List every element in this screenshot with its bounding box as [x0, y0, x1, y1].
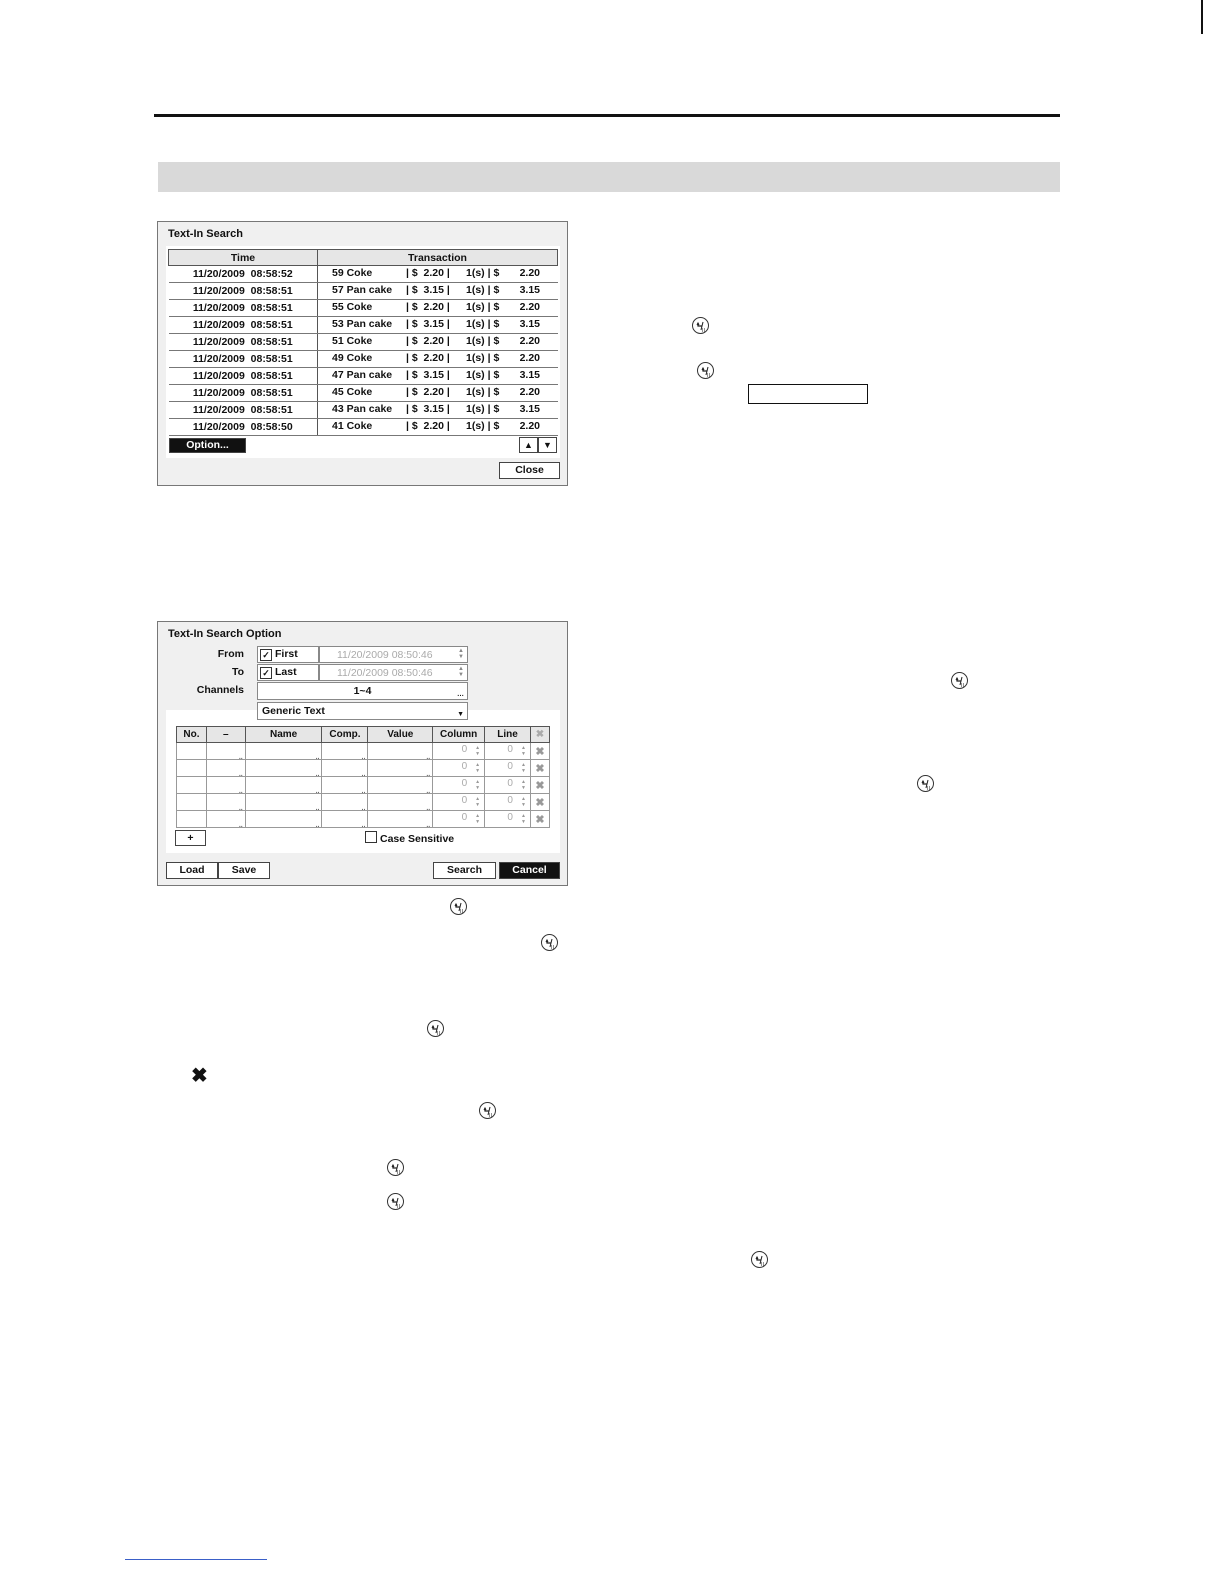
column-cell[interactable] [433, 760, 485, 777]
column-header-comp: Comp. [322, 727, 368, 743]
channels-selector[interactable] [257, 682, 468, 700]
spinner-icon[interactable]: ▲▼ [520, 779, 526, 791]
comp-cell[interactable] [322, 777, 368, 794]
search-button[interactable]: Search [433, 862, 496, 879]
transaction-total: 3.15 [519, 284, 540, 296]
condition-row [177, 811, 550, 828]
transaction-total: 3.15 [519, 318, 540, 330]
delete-row-cell[interactable] [530, 811, 549, 828]
conditions-table [176, 726, 550, 828]
number-cell [177, 777, 207, 794]
spinner-icon[interactable]: ▲▼ [520, 745, 526, 757]
delete-x-icon[interactable]: ✖ [535, 813, 545, 826]
number-cell [177, 794, 207, 811]
svg-text:II: II [761, 1262, 764, 1268]
transaction-total: 2.20 [519, 267, 540, 279]
svg-text:II: II [489, 1113, 492, 1119]
transaction-item: 53 Pan cake [332, 318, 393, 330]
svg-text:II: II [397, 1204, 400, 1210]
from-label: From [217, 648, 244, 660]
time-cell: 11/20/2009 08:58:50 [169, 419, 318, 436]
transaction-qty: 1(s) | $ [466, 420, 500, 432]
channels-label: Channels [196, 684, 244, 696]
line-cell[interactable] [485, 811, 531, 828]
ellipsis-icon: .. [426, 822, 431, 829]
time-cell: 11/20/2009 08:58:51 [169, 317, 318, 334]
transaction-cell [318, 368, 558, 385]
time-cell: 11/20/2009 08:58:51 [169, 283, 318, 300]
column-cell-value: 0 [461, 761, 468, 772]
transaction-cell [318, 317, 558, 334]
line-cell[interactable] [485, 794, 531, 811]
operator-cell[interactable] [206, 811, 245, 828]
enter-button-icon [387, 1193, 404, 1210]
line-cell[interactable] [485, 777, 531, 794]
operator-cell[interactable] [206, 743, 245, 760]
ellipsis-icon: .. [361, 754, 366, 761]
table-row[interactable] [169, 283, 558, 300]
time-cell: 11/20/2009 08:58:51 [169, 300, 318, 317]
transaction-item: 51 Coke [332, 335, 373, 347]
delete-row-cell[interactable] [530, 760, 549, 777]
name-cell[interactable] [245, 794, 322, 811]
close-button[interactable]: Close [499, 462, 560, 479]
transaction-price: | $ 2.20 | [406, 386, 450, 398]
enter-button-icon [917, 775, 934, 792]
column-cell[interactable] [433, 777, 485, 794]
transaction-qty: 1(s) | $ [466, 335, 500, 347]
table-row[interactable] [169, 300, 558, 317]
ellipsis-icon: .. [426, 754, 431, 761]
condition-row [177, 777, 550, 794]
time-cell: 11/20/2009 08:58:51 [169, 368, 318, 385]
chevron-down-icon: ▼ [457, 711, 464, 718]
to-last-checkbox[interactable] [257, 664, 319, 681]
column-header-time[interactable]: Time [169, 250, 318, 266]
transaction-price: | $ 2.20 | [406, 301, 450, 313]
enter-button-icon [697, 362, 714, 379]
ellipsis-icon: .. [238, 771, 243, 778]
transaction-price: | $ 2.20 | [406, 420, 450, 432]
enter-button-icon [427, 1020, 444, 1037]
transaction-price: | $ 3.15 | [406, 284, 450, 296]
from-first-checkbox[interactable] [257, 646, 319, 663]
transaction-total: 2.20 [519, 335, 540, 347]
ellipsis-icon: .. [315, 788, 320, 795]
transaction-item: 59 Coke [332, 267, 373, 279]
spinner-icon[interactable]: ▲▼ [520, 796, 526, 808]
delete-row-cell[interactable] [530, 743, 549, 760]
number-cell [177, 743, 207, 760]
transaction-price: | $ 3.15 | [406, 369, 450, 381]
comp-cell[interactable] [322, 743, 368, 760]
spinner-icon[interactable]: ▲▼ [475, 796, 481, 808]
ellipsis-icon: .. [426, 805, 431, 812]
line-cell-value: 0 [507, 812, 513, 823]
svg-text:II: II [927, 786, 930, 792]
transaction-price: | $ 2.20 | [406, 335, 450, 347]
from-datetime-value: 11/20/2009 08:50:46 [337, 649, 433, 661]
ellipsis-icon: .. [238, 805, 243, 812]
name-cell[interactable] [245, 760, 322, 777]
table-row[interactable] [169, 334, 558, 351]
transaction-qty: 1(s) | $ [466, 284, 500, 296]
table-row[interactable] [169, 402, 558, 419]
line-cell[interactable] [485, 760, 531, 777]
transaction-cell [318, 283, 558, 300]
ellipsis-icon: .. [361, 788, 366, 795]
spinner-icon[interactable]: ▲▼ [475, 745, 481, 757]
to-datetime-field[interactable] [319, 664, 468, 681]
enter-button-icon [692, 317, 709, 334]
comp-cell[interactable] [322, 760, 368, 777]
transaction-price: | $ 2.20 | [406, 267, 450, 279]
table-row[interactable] [169, 317, 558, 334]
transaction-cell [318, 419, 558, 436]
transaction-qty: 1(s) | $ [466, 352, 500, 364]
column-header-dash: – [206, 727, 245, 743]
delete-all-icon: ✖ [530, 727, 549, 743]
svg-text:II: II [437, 1031, 440, 1037]
line-cell[interactable] [485, 743, 531, 760]
transaction-total: 3.15 [519, 403, 540, 415]
delete-x-icon[interactable]: ✖ [535, 779, 545, 792]
transaction-item: 49 Coke [332, 352, 373, 364]
ellipsis-icon: .. [361, 822, 366, 829]
ellipsis-icon: .. [315, 805, 320, 812]
spinner-icon[interactable]: ▲▼ [520, 762, 526, 774]
transaction-qty: 1(s) | $ [466, 318, 500, 330]
svg-text:II: II [702, 328, 705, 334]
load-button[interactable]: Load [166, 862, 218, 879]
first-label: First [275, 648, 298, 660]
time-cell: 11/20/2009 08:58:51 [169, 334, 318, 351]
comp-cell[interactable] [322, 811, 368, 828]
column-header-column: Column [433, 727, 485, 743]
ellipsis-icon: … [457, 691, 464, 698]
from-datetime-field[interactable] [319, 646, 468, 663]
svg-text:II: II [551, 945, 554, 951]
dialog-title: Text-In Search Option [168, 628, 282, 640]
add-condition-button[interactable]: + [175, 830, 206, 846]
ellipsis-icon: .. [315, 771, 320, 778]
to-label: To [231, 666, 244, 678]
transaction-cell [318, 351, 558, 368]
transaction-cell [318, 266, 558, 283]
line-cell-value: 0 [507, 744, 513, 755]
column-cell[interactable] [433, 794, 485, 811]
value-cell[interactable] [368, 760, 433, 777]
number-cell [177, 760, 207, 777]
dialog-title: Text-In Search [168, 228, 243, 240]
table-row[interactable] [169, 351, 558, 368]
comp-cell[interactable] [322, 794, 368, 811]
transaction-qty: 1(s) | $ [466, 369, 500, 381]
ellipsis-icon: .. [238, 822, 243, 829]
ellipsis-icon: .. [426, 788, 431, 795]
option-button[interactable]: Option... [169, 438, 246, 453]
table-row[interactable] [169, 419, 558, 436]
transaction-item: 41 Coke [332, 420, 373, 432]
text-in-search-dialog [157, 221, 568, 486]
delete-row-cell[interactable] [530, 777, 549, 794]
value-cell[interactable] [368, 777, 433, 794]
scroll-up-button[interactable]: ▲ [519, 437, 538, 453]
channels-value: 1~4 [353, 685, 372, 697]
transaction-total: 3.15 [519, 369, 540, 381]
footnote-rule [125, 1559, 267, 1560]
delete-x-icon[interactable]: ✖ [535, 796, 545, 809]
transaction-qty: 1(s) | $ [466, 386, 500, 398]
results-table [168, 249, 558, 436]
svg-text:II: II [961, 683, 964, 689]
table-row[interactable] [169, 266, 558, 283]
time-cell: 11/20/2009 08:58:51 [169, 402, 318, 419]
spinner-icon[interactable]: ▲ ▼ [458, 648, 464, 660]
transaction-qty: 1(s) | $ [466, 267, 500, 279]
svg-text:II: II [707, 373, 710, 379]
ellipsis-icon: .. [361, 771, 366, 778]
value-cell[interactable] [368, 794, 433, 811]
transaction-item: 43 Pan cake [332, 403, 393, 415]
spinner-icon[interactable]: ▲▼ [475, 779, 481, 791]
transaction-item: 47 Pan cake [332, 369, 393, 381]
last-label: Last [275, 666, 297, 678]
header-rule [154, 114, 1060, 117]
operator-cell[interactable] [206, 760, 245, 777]
case-sensitive-label: Case Sensitive [380, 833, 455, 845]
section-heading-bar [158, 162, 1060, 192]
transaction-total: 2.20 [519, 352, 540, 364]
transaction-cell [318, 300, 558, 317]
column-cell-value: 0 [461, 795, 468, 806]
spinner-icon[interactable]: ▲▼ [475, 813, 481, 825]
transaction-price: | $ 3.15 | [406, 318, 450, 330]
column-cell[interactable] [433, 743, 485, 760]
delete-x-icon[interactable]: ✖ [535, 745, 545, 758]
delete-x-icon[interactable]: ✖ [535, 762, 545, 775]
svg-text:II: II [397, 1170, 400, 1176]
column-header-no: No. [177, 727, 207, 743]
line-cell-value: 0 [507, 778, 513, 789]
ellipsis-icon: .. [238, 788, 243, 795]
enter-button-icon [751, 1251, 768, 1268]
results-panel [166, 246, 560, 458]
value-cell[interactable] [368, 811, 433, 828]
column-header-name: Name [245, 727, 322, 743]
time-cell: 11/20/2009 08:58:52 [169, 266, 318, 283]
column-cell-value: 0 [461, 744, 468, 755]
transaction-cell [318, 334, 558, 351]
column-cell[interactable] [433, 811, 485, 828]
transaction-item: 55 Coke [332, 301, 373, 313]
ellipsis-icon: .. [238, 754, 243, 761]
text-type-value: Generic Text [262, 705, 325, 717]
ellipsis-icon: .. [426, 771, 431, 778]
ellipsis-icon: .. [315, 822, 320, 829]
transaction-total: 2.20 [519, 386, 540, 398]
enter-button-icon [387, 1159, 404, 1176]
transaction-qty: 1(s) | $ [466, 403, 500, 415]
text-type-dropdown[interactable] [257, 702, 468, 720]
column-cell-value: 0 [461, 778, 468, 789]
spinner-icon[interactable]: ▲▼ [475, 762, 481, 774]
svg-text:II: II [460, 909, 463, 915]
transaction-item: 45 Coke [332, 386, 373, 398]
checkmark-icon: ✓ [260, 667, 272, 679]
checkmark-icon: ✓ [260, 649, 272, 661]
enter-button-icon [541, 934, 558, 951]
margin-bar [1201, 0, 1203, 34]
column-cell-value: 0 [461, 812, 468, 823]
transaction-qty: 1(s) | $ [466, 301, 500, 313]
enter-button-icon [450, 898, 467, 915]
transaction-total: 2.20 [519, 301, 540, 313]
delete-x-icon: ✖ [191, 1065, 208, 1087]
delete-row-cell[interactable] [530, 794, 549, 811]
transaction-cell [318, 402, 558, 419]
spinner-icon[interactable]: ▲ ▼ [458, 666, 464, 678]
name-cell[interactable] [245, 811, 322, 828]
scroll-down-button[interactable]: ▼ [538, 437, 557, 453]
transaction-price: | $ 2.20 | [406, 352, 450, 364]
line-cell-value: 0 [507, 795, 513, 806]
operator-cell[interactable] [206, 794, 245, 811]
condition-row [177, 794, 550, 811]
line-cell-value: 0 [507, 761, 513, 772]
transaction-price: | $ 3.15 | [406, 403, 450, 415]
name-cell[interactable] [245, 777, 322, 794]
column-header-line: Line [485, 727, 531, 743]
column-header-value: Value [368, 727, 433, 743]
operator-cell[interactable] [206, 777, 245, 794]
text-in-search-option-dialog [157, 621, 568, 886]
transaction-total: 2.20 [519, 420, 540, 432]
value-cell[interactable] [368, 743, 433, 760]
case-sensitive-checkbox[interactable] [365, 831, 454, 845]
spinner-icon[interactable]: ▲▼ [520, 813, 526, 825]
to-datetime-value: 11/20/2009 08:50:46 [337, 667, 433, 679]
table-row[interactable] [169, 368, 558, 385]
option-callout-box [748, 384, 868, 404]
number-cell [177, 811, 207, 828]
condition-row [177, 760, 550, 777]
ellipsis-icon: .. [361, 805, 366, 812]
column-header-transaction[interactable]: Transaction [318, 250, 558, 266]
time-cell: 11/20/2009 08:58:51 [169, 385, 318, 402]
time-cell: 11/20/2009 08:58:51 [169, 351, 318, 368]
checkbox-box [365, 831, 377, 843]
ellipsis-icon: .. [315, 754, 320, 761]
condition-row [177, 743, 550, 760]
transaction-cell [318, 385, 558, 402]
name-cell[interactable] [245, 743, 322, 760]
save-button[interactable]: Save [218, 862, 270, 879]
enter-button-icon [479, 1102, 496, 1119]
cancel-button[interactable]: Cancel [499, 862, 560, 879]
table-row[interactable] [169, 385, 558, 402]
transaction-item: 57 Pan cake [332, 284, 393, 296]
enter-button-icon [951, 672, 968, 689]
